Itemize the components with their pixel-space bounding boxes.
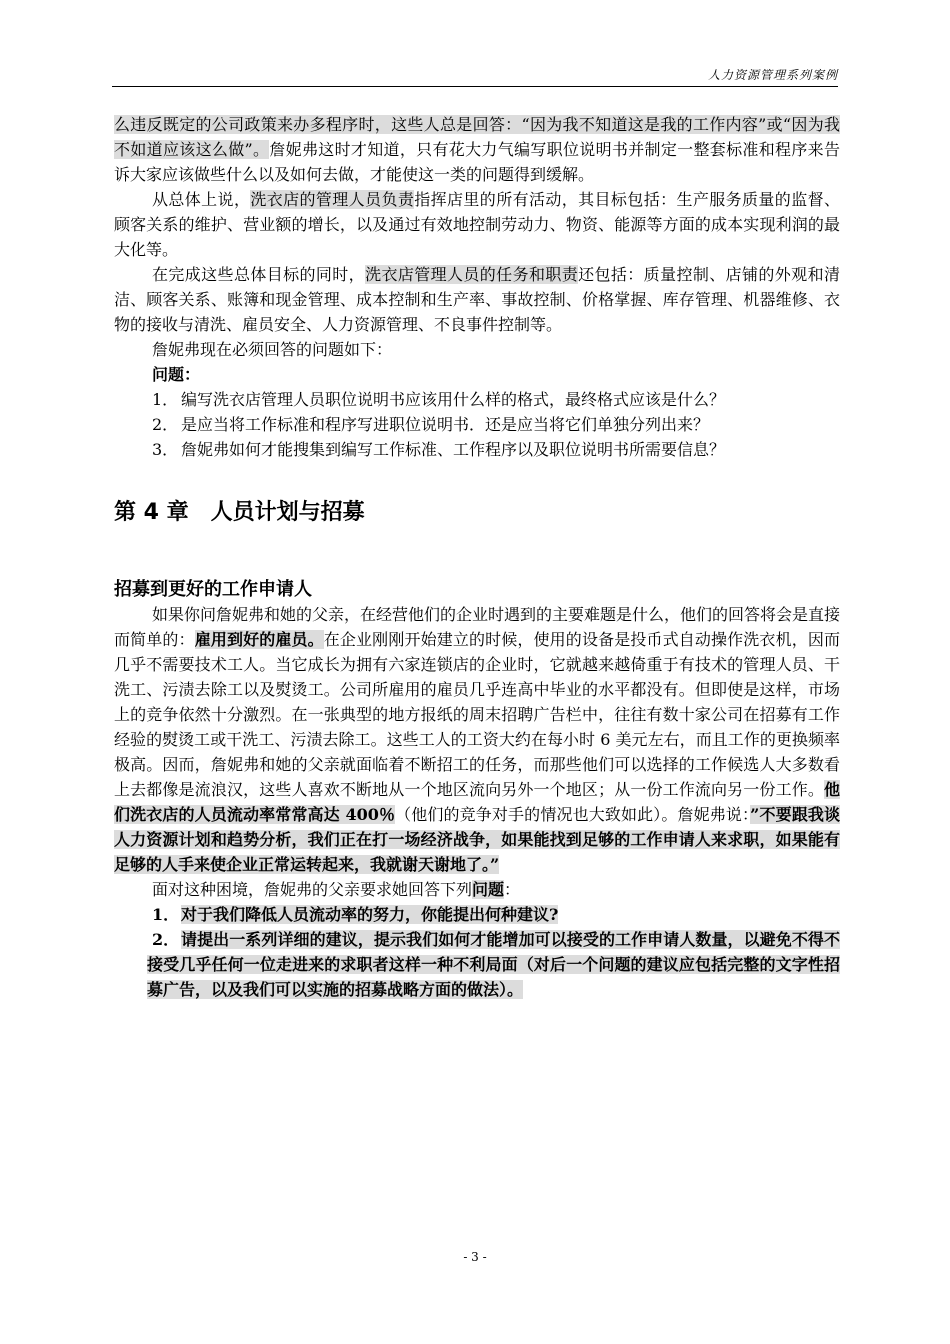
header-title: 人力资源管理系列案例 <box>707 68 838 82</box>
paragraph-text: 面对这种困境，詹妮弗的父亲要求她回答下列 <box>152 880 473 899</box>
page-header <box>112 66 838 87</box>
question-number: 1． <box>152 390 179 409</box>
question-text: 是应当将工作标准和程序写进职位说明书．还是应当将它们单独分列出来？ <box>181 415 710 434</box>
question-text: 詹妮弗如何才能搜集到编写工作标准、工作程序以及职位说明书所需要信息？ <box>181 440 726 459</box>
paragraph-text: 在企业刚刚开始建立的时候，使用的设备是投币式自动操作洗衣机，因而几乎不需要技术工人。当它成长为拥有六家连锁店的企业时，它就越来越倚重于有技术的管理人员、干洗工、污渍去除工以及熨烫工。公司所雇用的雇员几乎连高中毕业的水平都没有。但即使是这样，市场上的竞争依然十分激烈。在一张典型的地方报纸的周末招聘广告栏中，往往有数十家公司在招募有工作经验的熨烫工或干洗工、污渍去除工。这些工人的工资大约在每小时 6 美元左右，而且工作的更换频率极高。因而，詹妮弗和她的父亲就面临着不断招工的任务，而那些他们可以选择的工作候选人大多数看上去都像是流浪汉，这些人喜欢不断地从一个地区流向另外一个地区；从一份工作流向另一份工作。 <box>114 630 840 799</box>
question-number: 2． <box>152 930 180 949</box>
question-text: 请提出一系列详细的建议，提示我们如何才能增加可以接受的工作申请人数量，以避免不得不接受几乎任何一位走进来的求职者这样一种不利局面（对后一个问题的建议应包括完整的文字性招募广告，以及我们可以实施的招募战略方面的做法）。 <box>147 930 840 999</box>
paragraph-text: 如果你问詹妮弗和她的父亲，在经营他们的企业时遇到的主要难题是什么，他们的回答将会是直接而简单的： <box>114 605 841 649</box>
chapter-title: 第 4 章 人员计划与招募 <box>114 500 365 525</box>
highlight-text: 洗衣店管理人员的任务和职责 <box>365 265 579 284</box>
paragraph-6 <box>114 877 840 902</box>
paragraph-1 <box>114 112 840 187</box>
highlight-text: 问题 <box>472 880 505 899</box>
paragraph-text: 詹妮弗这时才知道，只有花大力气编写职位说明书并制定一整套标准和程序来告诉大家应该做些什么以及如何去做，才能使这一类的问题得到缓解。 <box>114 140 840 184</box>
section-title: 招募到更好的工作申请人 <box>114 579 312 600</box>
question-item <box>114 927 840 1002</box>
paragraph-text: 从总体上说， <box>152 190 251 209</box>
highlight-text: 雇用到好的雇员。 <box>194 630 324 649</box>
highlight-text: 么违反既定的公司政策来办多程序时，这些人总是回答：“因为我不知道这是我的工作内容”或“因为我不如道应该这么做”。 <box>114 115 840 159</box>
paragraph-2 <box>114 187 840 262</box>
question-list-2 <box>114 902 840 1002</box>
question-item <box>114 437 840 462</box>
paragraph-text: 还包括：质量控制、店铺的外观和清洁、顾客关系、账簿和现金管理、成本控制和生产率、事故控制、价格掌握、库存管理、机器维修、衣物的接收与清洗、雇员安全、人力资源管理、不良事件控制等。 <box>114 265 840 334</box>
paragraph-text: 在完成这些总体目标的同时， <box>152 265 366 284</box>
question-number: 1． <box>152 905 180 924</box>
page-body <box>114 112 840 1002</box>
paragraph-text: （他们的竞争对手的情况也大致如此）。詹妮弗说： <box>395 805 751 824</box>
question-number: 2． <box>152 415 179 434</box>
paragraph-text: 指挥店里的所有活动，其目标包括：生产服务质量的监督、顾客关系的维护、营业额的增长，以及通过有效地控制劳动力、物资、能源等方面的成本实现利润的最大化等。 <box>114 190 840 259</box>
paragraph-3 <box>114 262 840 337</box>
page-number: - 3 - <box>463 1250 487 1264</box>
highlight-text: 洗衣店的管理人员负责 <box>250 190 415 209</box>
paragraph-text: ： <box>504 880 521 899</box>
question-item <box>114 387 840 412</box>
question-item <box>114 902 840 927</box>
paragraph-5 <box>114 602 840 877</box>
question-text: 对于我们降低人员流动率的努力，你能提出何种建议? <box>181 905 559 924</box>
questions-label: 问题： <box>152 365 201 384</box>
question-item <box>114 412 840 437</box>
question-number: 3． <box>152 440 179 459</box>
question-list <box>114 387 840 462</box>
paragraph-4: 詹妮弗现在必须回答的问题如下： <box>152 340 393 359</box>
highlight-text: 他们洗衣店的人员流动率常常高达 400％ <box>114 780 840 824</box>
question-text: 编写洗衣店管理人员职位说明书应该用什么样的格式，最终格式应该是什么？ <box>181 390 726 409</box>
highlight-quote: ”不要跟我谈人力资源计划和趋势分析，我们正在打一场经济战争，如果能找到足够的工作申请人来求职，如果能有足够的人手来使企业正常运转起来，我就谢天谢地了。” <box>114 805 840 874</box>
